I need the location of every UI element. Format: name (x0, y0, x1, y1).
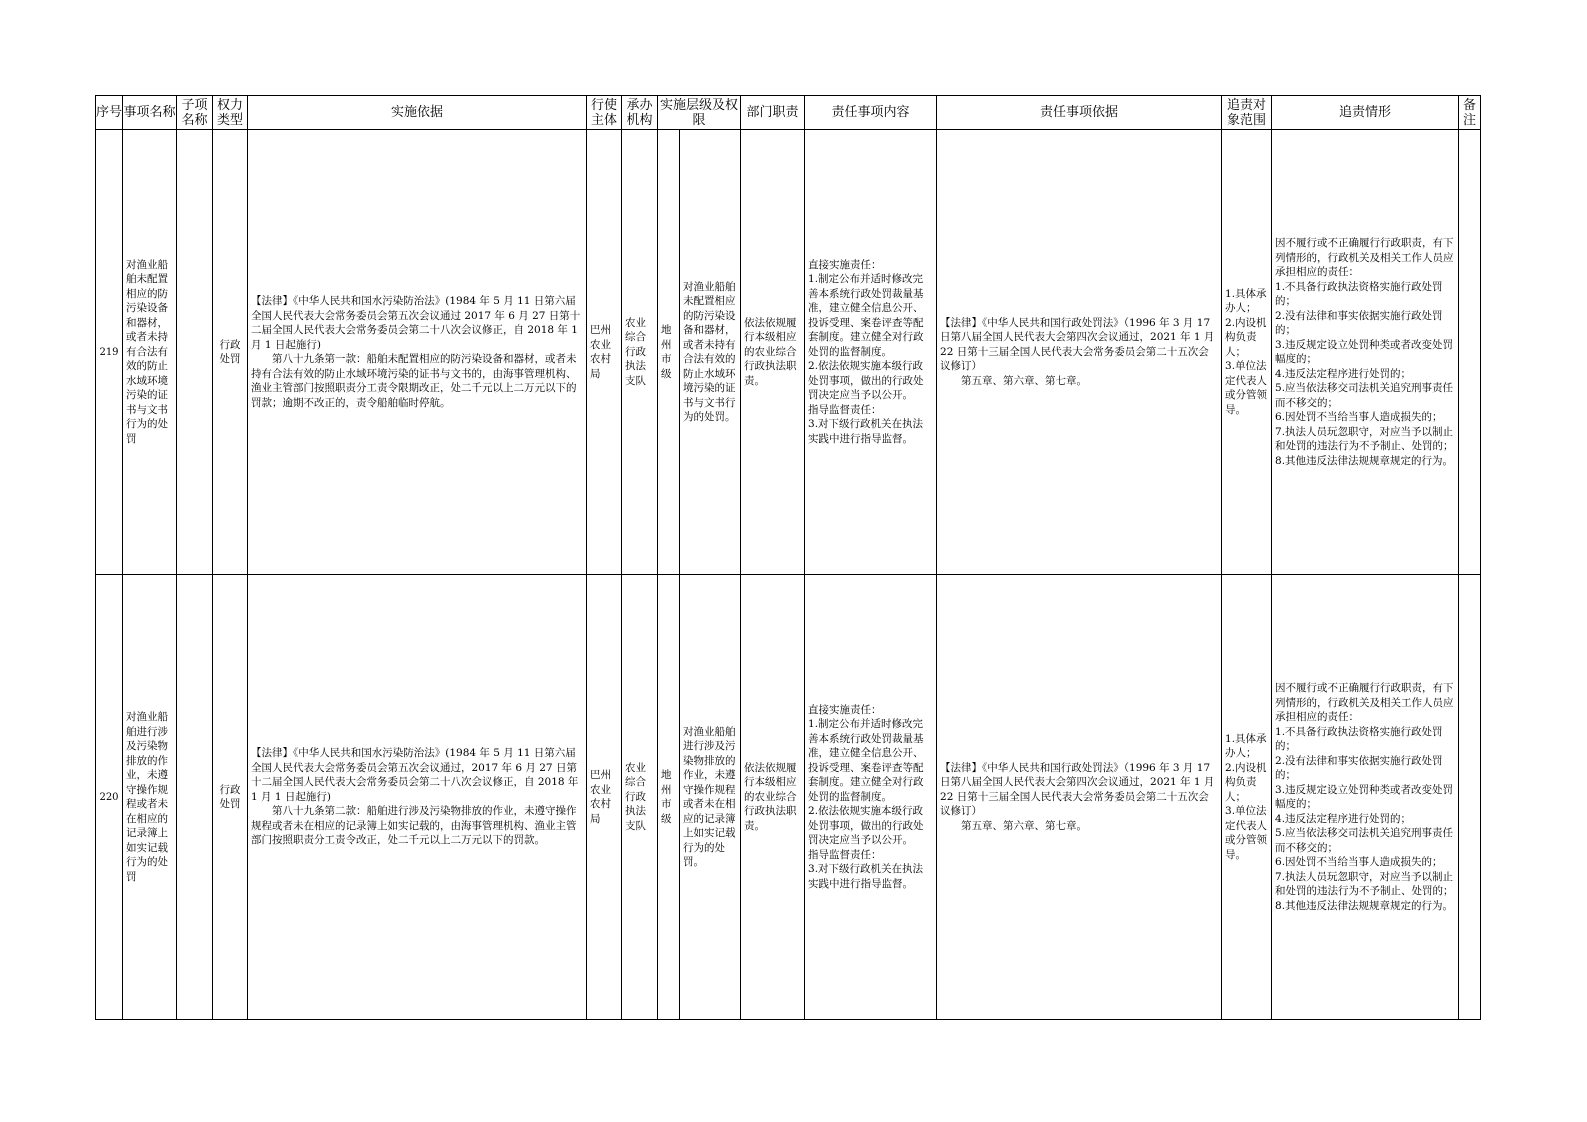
header-subject: 行使主体 (587, 96, 622, 130)
row-seq: 220 (96, 575, 123, 1020)
header-org: 承办机构 (622, 96, 658, 130)
header-resp-content: 责任事项内容 (805, 96, 937, 130)
row-subject: 巴州农业农村局 (587, 575, 622, 1020)
row-org: 农业综合行政执法支队 (622, 130, 658, 575)
row-account-scope: 1.具体承办人； 2.内设机构负责人； 3.单位法定代表人或分管领导。 (1222, 130, 1272, 575)
header-level: 实施层级及权限 (658, 96, 741, 130)
row-remark (1459, 130, 1481, 575)
header-basis: 实施依据 (248, 96, 587, 130)
row-seq: 219 (96, 130, 123, 575)
header-item-name: 事项名称 (123, 96, 177, 130)
row-duty: 依法依规履行本级相应的农业综合行政执法职责。 (741, 130, 805, 575)
row-level-power: 对渔业船舶未配置相应的防污染设备和器材，或者未持有合法有效的防止水域环境污染的证书与文书行为的处罚。 (680, 130, 741, 575)
row-basis-article: 第八十九条第一款：船舶未配置相应的防污染设备和器材，或者未持有合法有效的防止水域环境污染的证书与文书的，由海事管理机构、渔业主管部门按照职责分工责令限期改正，处二千元以上二万元以下的罚款；逾期不改正的，责令船舶临时停航。 (251, 353, 577, 409)
row-level-power: 对渔业船舶进行涉及污染物排放的作业，未遵守操作规程或者未在相应的记录簿上如实记载行为的处罚。 (680, 575, 741, 1020)
row-resp-content: 直接实施责任： 1.制定公布并适时修改完善本系统行政处罚裁量基准，建立健全信息公开、投诉受理、案卷评查等配套制度。建立健全对行政处罚的监督制度。 2.依法依规实施本级行政处罚事项，做出的行政处罚决定应当予以公开。 指导监督责任： 3.对下级行政机关在执法实践中进行指导监督。 (805, 575, 937, 1020)
header-remark: 备注 (1459, 96, 1481, 130)
row-resp-basis-law: 【法律】《中华人民共和国行政处罚法》（1996 年 3 月 17 日第八届全国人民代表大会第四次会议通过，2021 年 1 月 22 日第十三届全国人民代表大会常务委员会第二十五次会议修订） (940, 761, 1215, 818)
row-basis (248, 575, 587, 1020)
row-account-scope: 1.具体承办人； 2.内设机构负责人； 3.单位法定代表人或分管领导。 (1222, 575, 1272, 1020)
row-level: 地州市级 (658, 575, 680, 1020)
header-duty: 部门职责 (741, 96, 805, 130)
header-sub-item: 子项名称 (177, 96, 213, 130)
row-org: 农业综合行政执法支队 (622, 575, 658, 1020)
row-sub-item (177, 575, 213, 1020)
row-account-case: 因不履行或不正确履行行政职责，有下列情形的，行政机关及相关工作人员应承担相应的责任： 1.不具备行政执法资格实施行政处罚的； 2.没有法律和事实依据实施行政处罚的； 3.违反规定设立处罚种类或者改变处罚幅度的； 4.违反法定程序进行处罚的； 5.应当依法移交司法机关追究刑事责任而不移交的； 6.因处罚不当给当事人造成损失的； 7.执法人员玩忽职守，对应当予以制止和处罚的违法行为不予制止、处罚的； 8.其他违反法律法规规章规定的行为。 (1272, 130, 1459, 575)
header-power-type: 权力类型 (213, 96, 248, 130)
row-resp-basis (937, 130, 1222, 575)
row-sub-item (177, 130, 213, 575)
row-item-name: 对渔业船舶未配置相应的防污染设备和器材，或者未持有合法有效的防止水域环境污染的证书与文书行为的处罚 (123, 130, 177, 575)
row-remark (1459, 575, 1481, 1020)
row-resp-basis-chapters: 第五章、第六章、第七章。 (961, 819, 1088, 832)
power-list-table (95, 95, 1481, 1020)
row-account-case: 因不履行或不正确履行行政职责，有下列情形的，行政机关及相关工作人员应承担相应的责任： 1.不具备行政执法资格实施行政处罚的； 2.没有法律和事实依据实施行政处罚的； 3.违反规定设立处罚种类或者改变处罚幅度的； 4.违反法定程序进行处罚的； 5.应当依法移交司法机关追究刑事责任而不移交的； 6.因处罚不当给当事人造成损失的； 7.执法人员玩忽职守，对应当予以制止和处罚的违法行为不予制止、处罚的； 8.其他违反法律法规规章规定的行为。 (1272, 575, 1459, 1020)
row-resp-content: 直接实施责任： 1.制定公布并适时修改完善本系统行政处罚裁量基准，建立健全信息公开、投诉受理、案卷评查等配套制度。建立健全对行政处罚的监督制度。 2.依法依规实施本级行政处罚事项，做出的行政处罚决定应当予以公开。 指导监督责任： 3.对下级行政机关在执法实践中进行指导监督。 (805, 130, 937, 575)
table-row (96, 575, 1481, 1020)
row-basis (248, 130, 587, 575)
table-row (96, 130, 1481, 575)
row-resp-basis-chapters: 第五章、第六章、第七章。 (961, 374, 1088, 387)
row-level: 地州市级 (658, 130, 680, 575)
row-power-type: 行政处罚 (213, 575, 248, 1020)
header-row (96, 96, 1481, 130)
row-basis-article: 第八十九条第二款：船舶进行涉及污染物排放的作业，未遵守操作规程或者未在相应的记录簿上如实记载的，由海事管理机构、渔业主管部门按照职责分工责令改正，处二千元以上二万元以下的罚款。 (251, 805, 577, 847)
row-resp-basis (937, 575, 1222, 1020)
row-basis-law: 【法律】《中华人民共和国水污染防治法》(1984 年 5 月 11 日第六届全国人民代表大会常务委员会第五次会议通过 2017 年 6 月 27 日第十二届全国人民代表大会常务委员会第二十八次会议修正，自 2018 年 1 月 1 日起施行) (251, 295, 581, 351)
row-resp-basis-law: 【法律】《中华人民共和国行政处罚法》（1996 年 3 月 17 日第八届全国人民代表大会第四次会议通过，2021 年 1 月 22 日第十三届全国人民代表大会常务委员会第二十五次会议修订） (940, 316, 1215, 373)
header-account-case: 追责情形 (1272, 96, 1459, 130)
header-seq: 序号 (96, 96, 123, 130)
row-item-name: 对渔业船舶进行涉及污染物排放的作业，未遵守操作规程或者未在相应的记录簿上如实记载行为的处罚 (123, 575, 177, 1020)
row-subject: 巴州农业农村局 (587, 130, 622, 575)
row-basis-law: 【法律】《中华人民共和国水污染防治法》(1984 年 5 月 11 日第六届全国人民代表大会常务委员会第五次会议通过，2017 年 6 月 27 日第十二届全国人民代表大会常务委员会第二十八次会议修正，自 2018 年 1 月 1 日起施行) (251, 747, 579, 803)
header-account-scope: 追责对象范围 (1222, 96, 1272, 130)
row-power-type: 行政处罚 (213, 130, 248, 575)
row-duty: 依法依规履行本级相应的农业综合行政执法职责。 (741, 575, 805, 1020)
header-resp-basis: 责任事项依据 (937, 96, 1222, 130)
